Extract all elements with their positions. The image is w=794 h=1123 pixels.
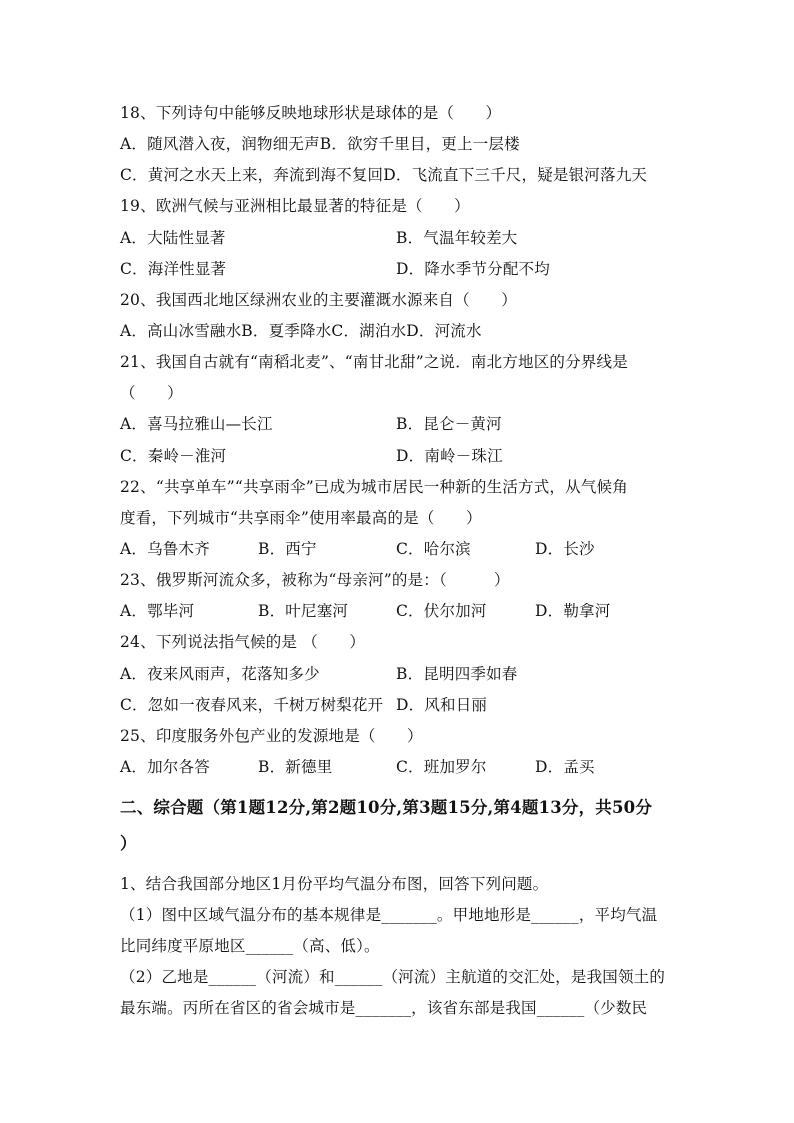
question-21-stem-continued: （ ）	[120, 384, 183, 402]
question-23-option-b: B．叶尼塞河	[258, 602, 349, 620]
question-23-option-d: D．勒拿河	[535, 602, 611, 620]
question-22-option-d: D．长沙	[535, 540, 595, 558]
question-22-option-b: B．西宁	[258, 540, 317, 558]
section-2-q1-line-2: 比同纬度平原地区______（高、低）。	[120, 937, 380, 955]
question-25-option-d: D．孟买	[535, 758, 595, 776]
question-22-option-c: C．哈尔滨	[396, 540, 471, 558]
question-19-option-c: C．海洋性显著	[120, 260, 227, 278]
question-24-option-c: C．忽如一夜春风来，千树万树梨花开	[120, 696, 384, 714]
question-19-option-b: B．气温年较差大	[396, 229, 518, 247]
question-23-option-a: A．鄂毕河	[120, 602, 195, 620]
question-21-stem: 21、我国自古就有“南稻北麦”、“南甘北甜”之说．南北方地区的分界线是	[120, 353, 628, 371]
question-25-option-a: A．加尔各答	[120, 758, 210, 776]
question-24-option-d: D．风和日丽	[396, 696, 488, 714]
question-22-stem-continued: 度看，下列城市“共享雨伞”使用率最高的是（ ）	[120, 509, 482, 527]
question-21-option-c: C．秦岭－淮河	[120, 447, 227, 465]
question-21-option-b: B．昆仑－黄河	[396, 415, 502, 433]
question-22-option-a: A．乌鲁木齐	[120, 540, 210, 558]
question-22-stem: 22、“共享单车”“共享雨伞”已成为城市居民一种新的生活方式，从气候角	[120, 478, 628, 496]
question-19-stem: 19、欧洲气候与亚洲相比最显著的特征是（ ）	[120, 197, 470, 215]
section-2-heading: 二、综合题（第1题12分,第2题10分,第3题15分,第4题13分，共50分	[120, 798, 653, 817]
question-20-stem: 20、我国西北地区绿洲农业的主要灌溉水源来自（ ）	[120, 291, 517, 309]
question-24-option-b: B．昆明四季如春	[396, 665, 518, 683]
question-23-stem: 23、俄罗斯河流众多，被称为“母亲河”的是：（ ）	[120, 571, 510, 589]
section-2-q1-line-3: （2）乙地是______（河流）和______（河流）主航道的交汇处，是我国领土的	[120, 968, 666, 986]
section-2-q1-line-4: 最东端。丙所在省区的省会城市是_______，该省东部是我国______（少数民	[120, 999, 648, 1017]
section-2-q1-stem: 1、结合我国部分地区1月份平均气温分布图，回答下列问题。	[120, 875, 549, 893]
question-21-option-d: D．南岭－珠江	[396, 447, 503, 465]
question-18-stem: 18、下列诗句中能够反映地球形状是球体的是（ ）	[120, 104, 502, 122]
question-19-option-a: A．大陆性显著	[120, 229, 226, 247]
section-2-heading-tail: ）	[120, 834, 137, 853]
question-24-stem: 24、下列说法指气候的是 （ ）	[120, 633, 366, 651]
question-19-option-d: D．降水季节分配不均	[396, 260, 550, 278]
question-18-options-line-1: A．随风潜入夜，润物细无声B．欲穷千里目，更上一层楼	[120, 135, 520, 153]
question-21-option-a: A．喜马拉雅山—长江	[120, 415, 273, 433]
question-25-stem: 25、印度服务外包产业的发源地是（ ）	[120, 727, 423, 745]
question-20-options-line: A．高山冰雪融水B．夏季降水C．湖泊水D．河流水	[120, 322, 482, 340]
question-23-option-c: C．伏尔加河	[396, 602, 487, 620]
question-25-option-b: B．新德里	[258, 758, 333, 776]
question-25-option-c: C．班加罗尔	[396, 758, 487, 776]
question-18-options-line-2: C．黄河之水天上来，奔流到海不复回D．飞流直下三千尺，疑是银河落九天	[120, 166, 648, 184]
section-2-q1-line-1: （1）图中区域气温分布的基本规律是_______。甲地地形是______，平均气温	[120, 906, 658, 924]
question-24-option-a: A．夜来风雨声，花落知多少	[120, 665, 320, 683]
